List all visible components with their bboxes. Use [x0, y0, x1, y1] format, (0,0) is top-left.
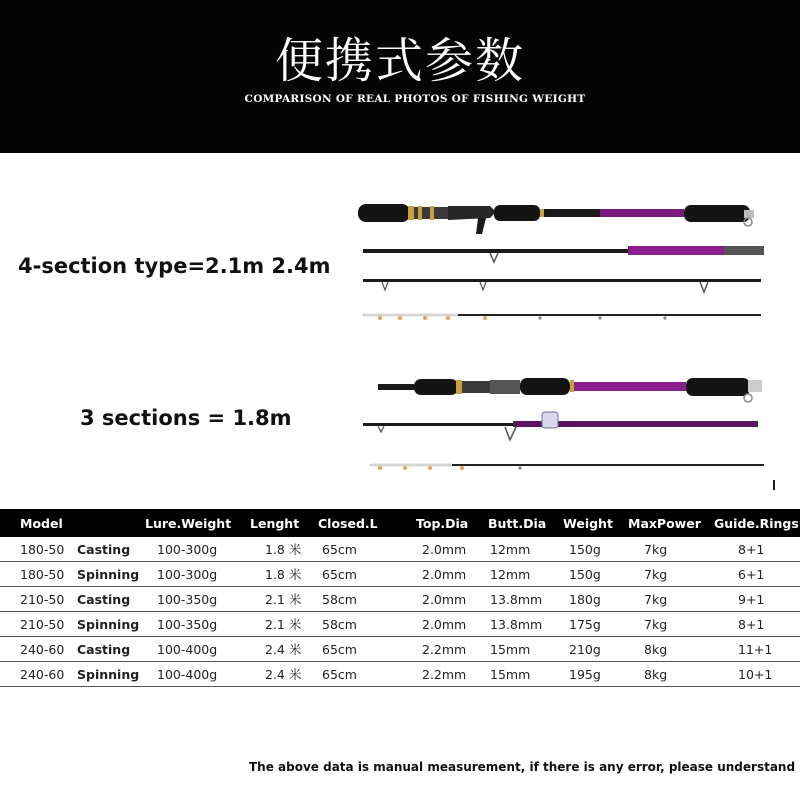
table-body: [0, 537, 800, 687]
cell-weight: 150g: [563, 537, 626, 562]
disclaimer-note: The above data is manual measurement, if there is any error, please understand: [249, 760, 796, 774]
page-subtitle: COMPARISON OF REAL PHOTOS OF FISHING WEIGHT: [244, 93, 586, 105]
cell-top-dia: 2.0mm: [408, 537, 488, 562]
cell-top-dia: 2.0mm: [408, 612, 488, 637]
rod-butt-section: [358, 204, 754, 234]
rod-upper-section: [363, 279, 761, 292]
rod-middle-section: [363, 246, 764, 262]
cell-length: 1.8 米: [250, 562, 318, 587]
cell-lure-weight: 100-400g: [145, 662, 250, 687]
cell-lure-weight: 100-350g: [145, 587, 250, 612]
cell-model: 240-60: [0, 637, 75, 662]
cell-max-power: 7kg: [626, 612, 712, 637]
rod-tip-section: [363, 314, 761, 320]
header-guide-rings: Guide.Rings: [712, 509, 800, 537]
table-row: [0, 662, 800, 687]
cell-closed-length: 58cm: [318, 587, 408, 612]
cell-top-dia: 2.2mm: [408, 637, 488, 662]
cell-butt-dia: 12mm: [488, 562, 563, 587]
cell-length: 2.4 米: [250, 637, 318, 662]
header-butt-dia: Butt.Dia: [488, 509, 563, 537]
cell-lure-weight: 100-300g: [145, 537, 250, 562]
cell-max-power: 8kg: [626, 637, 712, 662]
cell-butt-dia: 12mm: [488, 537, 563, 562]
cell-action: Casting: [75, 587, 145, 612]
cell-weight: 195g: [563, 662, 626, 687]
cell-model: 210-50: [0, 587, 75, 612]
three-section-rod: [363, 378, 764, 470]
rod-tick-mark: [773, 480, 775, 490]
table-row: [0, 637, 800, 662]
cell-action: Spinning: [75, 662, 145, 687]
cell-weight: 150g: [563, 562, 626, 587]
cell-action: Casting: [75, 537, 145, 562]
cell-model: 180-50: [0, 562, 75, 587]
cell-length: 2.1 米: [250, 587, 318, 612]
cell-butt-dia: 13.8mm: [488, 612, 563, 637]
header-action: [75, 509, 145, 537]
four-section-label: 4-section type=2.1m 2.4m: [18, 254, 331, 278]
cell-guide-rings: 9+1: [712, 587, 800, 612]
cell-action: Spinning: [75, 612, 145, 637]
cell-lure-weight: 100-400g: [145, 637, 250, 662]
specs-table: [0, 509, 800, 687]
cell-action: Casting: [75, 637, 145, 662]
header-lure-weight: Lure.Weight: [145, 509, 250, 537]
cell-lure-weight: 100-300g: [145, 562, 250, 587]
cell-guide-rings: 8+1: [712, 612, 800, 637]
cell-lure-weight: 100-350g: [145, 612, 250, 637]
cell-butt-dia: 15mm: [488, 662, 563, 687]
rod-middle-section-3: [363, 412, 758, 440]
header-max-power: MaxPower: [626, 509, 712, 537]
page-title: 便携式参数: [274, 33, 525, 89]
rod-butt-section-3: [378, 378, 762, 402]
cell-top-dia: 2.2mm: [408, 662, 488, 687]
table-row: [0, 612, 800, 637]
cell-closed-length: 65cm: [318, 637, 408, 662]
cell-guide-rings: 8+1: [712, 537, 800, 562]
cell-length: 2.1 米: [250, 612, 318, 637]
cell-max-power: 7kg: [626, 562, 712, 587]
header-weight: Weight: [563, 509, 626, 537]
four-section-rod: [358, 204, 764, 320]
cell-max-power: 7kg: [626, 537, 712, 562]
cell-max-power: 8kg: [626, 662, 712, 687]
cell-top-dia: 2.0mm: [408, 562, 488, 587]
header-length: Lenght: [250, 509, 318, 537]
cell-length: 2.4 米: [250, 662, 318, 687]
cell-length: 1.8 米: [250, 537, 318, 562]
cell-butt-dia: 15mm: [488, 637, 563, 662]
cell-guide-rings: 10+1: [712, 662, 800, 687]
cell-closed-length: 58cm: [318, 612, 408, 637]
cell-closed-length: 65cm: [318, 662, 408, 687]
table-row: [0, 537, 800, 562]
table-row: [0, 562, 800, 587]
header-closed-length: Closed.L: [318, 509, 408, 537]
three-section-label: 3 sections = 1.8m: [80, 406, 292, 430]
header-model: Model: [0, 509, 75, 537]
cell-weight: 210g: [563, 637, 626, 662]
cell-weight: 175g: [563, 612, 626, 637]
cell-model: 180-50: [0, 537, 75, 562]
cell-max-power: 7kg: [626, 587, 712, 612]
cell-guide-rings: 6+1: [712, 562, 800, 587]
table-row: [0, 587, 800, 612]
cell-model: 240-60: [0, 662, 75, 687]
cell-guide-rings: 11+1: [712, 637, 800, 662]
header-top-dia: Top.Dia: [408, 509, 488, 537]
cell-top-dia: 2.0mm: [408, 587, 488, 612]
table-header: [0, 509, 800, 537]
rod-tip-section-3: [370, 464, 764, 470]
cell-closed-length: 65cm: [318, 537, 408, 562]
cell-closed-length: 65cm: [318, 562, 408, 587]
cell-weight: 180g: [563, 587, 626, 612]
cell-butt-dia: 13.8mm: [488, 587, 563, 612]
cell-model: 210-50: [0, 612, 75, 637]
cell-action: Spinning: [75, 562, 145, 587]
